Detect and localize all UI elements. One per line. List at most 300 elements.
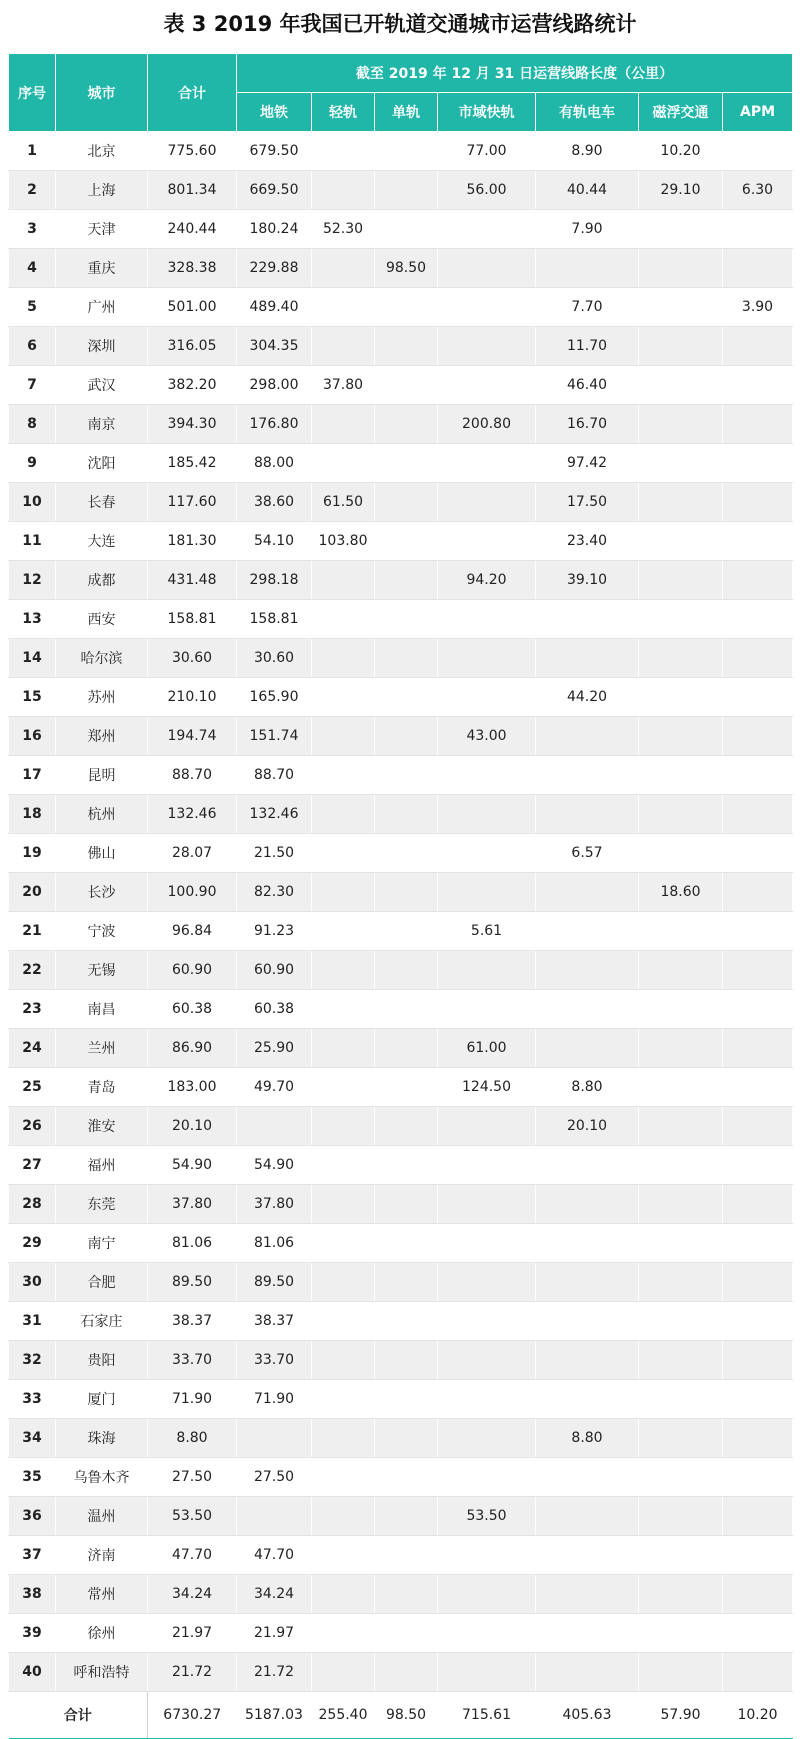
cell-suburban xyxy=(438,249,536,288)
cell-no: 17 xyxy=(9,756,56,795)
cell-no: 8 xyxy=(9,405,56,444)
cell-no: 26 xyxy=(9,1107,56,1146)
table-row xyxy=(9,990,793,1029)
cell-no: 38 xyxy=(9,1575,56,1614)
cell-monorail xyxy=(375,1341,438,1380)
cell-subway: 47.70 xyxy=(237,1536,312,1575)
cell-no: 33 xyxy=(9,1380,56,1419)
cell-monorail xyxy=(375,561,438,600)
cell-tram: 23.40 xyxy=(536,522,639,561)
cell-monorail xyxy=(375,756,438,795)
cell-no: 3 xyxy=(9,210,56,249)
cell-city: 石家庄 xyxy=(56,1302,148,1341)
table-row xyxy=(9,522,793,561)
cell-city: 温州 xyxy=(56,1497,148,1536)
cell-apm xyxy=(723,990,793,1029)
cell-apm xyxy=(723,249,793,288)
cell-tram xyxy=(536,639,639,678)
cell-light-rail xyxy=(312,1380,375,1419)
table-row xyxy=(9,1263,793,1302)
cell-tram xyxy=(536,1302,639,1341)
cell-maglev xyxy=(639,756,723,795)
cell-no: 10 xyxy=(9,483,56,522)
cell-apm xyxy=(723,1224,793,1263)
cell-subway: 21.50 xyxy=(237,834,312,873)
cell-monorail xyxy=(375,1575,438,1614)
table-row xyxy=(9,1575,793,1614)
cell-city: 南昌 xyxy=(56,990,148,1029)
table-row xyxy=(9,678,793,717)
table-row xyxy=(9,834,793,873)
cell-light-rail xyxy=(312,405,375,444)
cell-suburban: 56.00 xyxy=(438,171,536,210)
cell-city: 合肥 xyxy=(56,1263,148,1302)
cell-maglev xyxy=(639,990,723,1029)
table-row xyxy=(9,795,793,834)
cell-tram: 7.70 xyxy=(536,288,639,327)
cell-subway: 34.24 xyxy=(237,1575,312,1614)
cell-maglev xyxy=(639,1107,723,1146)
cell-city: 苏州 xyxy=(56,678,148,717)
cell-no: 21 xyxy=(9,912,56,951)
cell-monorail xyxy=(375,1497,438,1536)
cell-total: 210.10 xyxy=(148,678,237,717)
cell-subway: 60.90 xyxy=(237,951,312,990)
cell-total: 37.80 xyxy=(148,1185,237,1224)
cell-suburban xyxy=(438,1302,536,1341)
cell-light-rail xyxy=(312,1458,375,1497)
cell-light-rail xyxy=(312,249,375,288)
cell-subway: 54.90 xyxy=(237,1146,312,1185)
cell-total: 328.38 xyxy=(148,249,237,288)
cell-apm xyxy=(723,405,793,444)
cell-no: 34 xyxy=(9,1419,56,1458)
cell-suburban: 77.00 xyxy=(438,132,536,171)
cell-apm xyxy=(723,1068,793,1107)
cell-no: 6 xyxy=(9,327,56,366)
cell-light-rail xyxy=(312,678,375,717)
cell-city: 淮安 xyxy=(56,1107,148,1146)
header-light-rail: 轻轨 xyxy=(312,93,375,132)
cell-city: 广州 xyxy=(56,288,148,327)
cell-total: 158.81 xyxy=(148,600,237,639)
cell-city: 大连 xyxy=(56,522,148,561)
cell-apm xyxy=(723,366,793,405)
header-suburban: 市域快轨 xyxy=(438,93,536,132)
cell-no: 11 xyxy=(9,522,56,561)
cell-monorail xyxy=(375,405,438,444)
cell-light-rail xyxy=(312,444,375,483)
cell-maglev: 10.20 xyxy=(639,132,723,171)
table-row xyxy=(9,1107,793,1146)
cell-monorail xyxy=(375,1419,438,1458)
cell-maglev xyxy=(639,249,723,288)
cell-maglev xyxy=(639,1575,723,1614)
cell-suburban xyxy=(438,483,536,522)
cell-light-rail xyxy=(312,834,375,873)
cell-total: 775.60 xyxy=(148,132,237,171)
cell-tram xyxy=(536,249,639,288)
cell-city: 上海 xyxy=(56,171,148,210)
cell-apm xyxy=(723,951,793,990)
cell-total: 501.00 xyxy=(148,288,237,327)
cell-subway: 88.70 xyxy=(237,756,312,795)
header-group: 截至 2019 年 12 月 31 日运营线路长度（公里） xyxy=(237,54,793,93)
cell-city: 佛山 xyxy=(56,834,148,873)
table-row xyxy=(9,132,793,171)
cell-suburban xyxy=(438,327,536,366)
cell-suburban: 53.50 xyxy=(438,1497,536,1536)
cell-suburban xyxy=(438,795,536,834)
cell-no: 12 xyxy=(9,561,56,600)
table-row xyxy=(9,1302,793,1341)
cell-apm xyxy=(723,210,793,249)
cell-apm: 3.90 xyxy=(723,288,793,327)
cell-total: 33.70 xyxy=(148,1341,237,1380)
cell-total: 194.74 xyxy=(148,717,237,756)
cell-light-rail xyxy=(312,288,375,327)
cell-light-rail xyxy=(312,1029,375,1068)
cell-no: 9 xyxy=(9,444,56,483)
cell-total: 132.46 xyxy=(148,795,237,834)
cell-maglev xyxy=(639,678,723,717)
cell-subway: 88.00 xyxy=(237,444,312,483)
cell-light-rail xyxy=(312,639,375,678)
cell-subway: 60.38 xyxy=(237,990,312,1029)
cell-tram xyxy=(536,1224,639,1263)
cell-city: 重庆 xyxy=(56,249,148,288)
cell-no: 40 xyxy=(9,1653,56,1692)
cell-apm xyxy=(723,1614,793,1653)
cell-total: 27.50 xyxy=(148,1458,237,1497)
cell-suburban xyxy=(438,522,536,561)
cell-city: 常州 xyxy=(56,1575,148,1614)
cell-subway: 25.90 xyxy=(237,1029,312,1068)
cell-no: 20 xyxy=(9,873,56,912)
cell-no: 36 xyxy=(9,1497,56,1536)
cell-tram xyxy=(536,990,639,1029)
cell-apm xyxy=(723,1185,793,1224)
table-row xyxy=(9,1029,793,1068)
cell-maglev: 18.60 xyxy=(639,873,723,912)
cell-no: 25 xyxy=(9,1068,56,1107)
cell-maglev xyxy=(639,1224,723,1263)
cell-maglev xyxy=(639,1614,723,1653)
cell-tram xyxy=(536,600,639,639)
cell-suburban xyxy=(438,1107,536,1146)
cell-light-rail xyxy=(312,1614,375,1653)
cell-no: 35 xyxy=(9,1458,56,1497)
table-row xyxy=(9,210,793,249)
cell-suburban: 43.00 xyxy=(438,717,536,756)
cell-subway: 38.60 xyxy=(237,483,312,522)
totals-maglev: 57.90 xyxy=(639,1692,723,1739)
cell-maglev xyxy=(639,444,723,483)
cell-city: 成都 xyxy=(56,561,148,600)
cell-total: 89.50 xyxy=(148,1263,237,1302)
cell-city: 南京 xyxy=(56,405,148,444)
cell-apm xyxy=(723,717,793,756)
table-row xyxy=(9,1497,793,1536)
cell-monorail xyxy=(375,951,438,990)
cell-light-rail xyxy=(312,990,375,1029)
cell-monorail xyxy=(375,834,438,873)
cell-tram xyxy=(536,756,639,795)
totals-row xyxy=(9,1692,793,1739)
cell-light-rail xyxy=(312,912,375,951)
cell-total: 54.90 xyxy=(148,1146,237,1185)
cell-subway: 30.60 xyxy=(237,639,312,678)
cell-no: 39 xyxy=(9,1614,56,1653)
cell-subway: 37.80 xyxy=(237,1185,312,1224)
cell-tram: 11.70 xyxy=(536,327,639,366)
cell-apm xyxy=(723,1536,793,1575)
cell-subway: 180.24 xyxy=(237,210,312,249)
header-no: 序号 xyxy=(9,54,56,132)
cell-tram: 7.90 xyxy=(536,210,639,249)
cell-suburban xyxy=(438,288,536,327)
cell-subway: 81.06 xyxy=(237,1224,312,1263)
cell-subway: 21.72 xyxy=(237,1653,312,1692)
cell-subway: 151.74 xyxy=(237,717,312,756)
cell-tram xyxy=(536,912,639,951)
cell-apm xyxy=(723,1380,793,1419)
cell-tram: 40.44 xyxy=(536,171,639,210)
table-row xyxy=(9,639,793,678)
cell-suburban xyxy=(438,1614,536,1653)
cell-light-rail xyxy=(312,1341,375,1380)
cell-no: 29 xyxy=(9,1224,56,1263)
cell-maglev xyxy=(639,1341,723,1380)
cell-maglev xyxy=(639,1302,723,1341)
cell-tram xyxy=(536,1380,639,1419)
cell-maglev xyxy=(639,1029,723,1068)
cell-suburban: 61.00 xyxy=(438,1029,536,1068)
cell-monorail xyxy=(375,171,438,210)
cell-monorail xyxy=(375,1146,438,1185)
cell-light-rail xyxy=(312,1536,375,1575)
table-row xyxy=(9,1341,793,1380)
cell-monorail xyxy=(375,1029,438,1068)
table-footer xyxy=(9,1692,793,1739)
cell-city: 西安 xyxy=(56,600,148,639)
cell-subway: 82.30 xyxy=(237,873,312,912)
totals-label: 合计 xyxy=(9,1692,148,1739)
table-row xyxy=(9,1536,793,1575)
cell-no: 31 xyxy=(9,1302,56,1341)
cell-tram: 6.57 xyxy=(536,834,639,873)
cell-monorail xyxy=(375,210,438,249)
cell-city: 宁波 xyxy=(56,912,148,951)
cell-light-rail xyxy=(312,873,375,912)
cell-light-rail xyxy=(312,717,375,756)
cell-no: 37 xyxy=(9,1536,56,1575)
cell-suburban xyxy=(438,1536,536,1575)
cell-tram xyxy=(536,1263,639,1302)
cell-maglev xyxy=(639,1419,723,1458)
cell-suburban xyxy=(438,210,536,249)
cell-total: 96.84 xyxy=(148,912,237,951)
cell-tram: 44.20 xyxy=(536,678,639,717)
cell-total: 53.50 xyxy=(148,1497,237,1536)
cell-suburban xyxy=(438,1341,536,1380)
cell-light-rail xyxy=(312,327,375,366)
cell-city: 杭州 xyxy=(56,795,148,834)
totals-apm: 10.20 xyxy=(723,1692,793,1739)
cell-suburban xyxy=(438,1263,536,1302)
cell-light-rail xyxy=(312,1653,375,1692)
cell-apm xyxy=(723,1263,793,1302)
table-header xyxy=(9,54,793,132)
cell-apm xyxy=(723,1146,793,1185)
cell-apm xyxy=(723,1653,793,1692)
cell-no: 22 xyxy=(9,951,56,990)
cell-suburban xyxy=(438,366,536,405)
cell-maglev xyxy=(639,795,723,834)
rail-transit-table xyxy=(8,53,793,1739)
cell-city: 长春 xyxy=(56,483,148,522)
cell-monorail xyxy=(375,444,438,483)
header-city: 城市 xyxy=(56,54,148,132)
header-total: 合计 xyxy=(148,54,237,132)
cell-city: 徐州 xyxy=(56,1614,148,1653)
cell-total: 117.60 xyxy=(148,483,237,522)
cell-total: 60.38 xyxy=(148,990,237,1029)
cell-light-rail xyxy=(312,1146,375,1185)
cell-no: 23 xyxy=(9,990,56,1029)
cell-apm xyxy=(723,912,793,951)
cell-subway: 91.23 xyxy=(237,912,312,951)
cell-subway: 49.70 xyxy=(237,1068,312,1107)
cell-city: 郑州 xyxy=(56,717,148,756)
cell-no: 19 xyxy=(9,834,56,873)
cell-city: 昆明 xyxy=(56,756,148,795)
cell-maglev xyxy=(639,366,723,405)
cell-subway: 304.35 xyxy=(237,327,312,366)
cell-total: 21.72 xyxy=(148,1653,237,1692)
cell-subway: 33.70 xyxy=(237,1341,312,1380)
cell-maglev xyxy=(639,405,723,444)
cell-suburban xyxy=(438,600,536,639)
cell-no: 30 xyxy=(9,1263,56,1302)
cell-no: 32 xyxy=(9,1341,56,1380)
header-maglev: 磁浮交通 xyxy=(639,93,723,132)
table-row xyxy=(9,366,793,405)
cell-no: 24 xyxy=(9,1029,56,1068)
cell-apm xyxy=(723,795,793,834)
cell-light-rail xyxy=(312,1419,375,1458)
table-body xyxy=(9,132,793,1692)
cell-suburban xyxy=(438,1380,536,1419)
cell-suburban xyxy=(438,1653,536,1692)
cell-monorail xyxy=(375,1107,438,1146)
cell-monorail xyxy=(375,639,438,678)
cell-light-rail xyxy=(312,795,375,834)
cell-maglev xyxy=(639,600,723,639)
totals-subway: 5187.03 xyxy=(237,1692,312,1739)
cell-no: 18 xyxy=(9,795,56,834)
cell-total: 382.20 xyxy=(148,366,237,405)
header-tram: 有轨电车 xyxy=(536,93,639,132)
cell-maglev xyxy=(639,1653,723,1692)
cell-monorail xyxy=(375,990,438,1029)
cell-tram: 8.90 xyxy=(536,132,639,171)
table-row xyxy=(9,717,793,756)
table-row xyxy=(9,288,793,327)
cell-tram xyxy=(536,1575,639,1614)
cell-suburban xyxy=(438,1575,536,1614)
cell-apm xyxy=(723,561,793,600)
cell-maglev xyxy=(639,288,723,327)
cell-maglev xyxy=(639,912,723,951)
cell-maglev: 29.10 xyxy=(639,171,723,210)
table-row xyxy=(9,1614,793,1653)
cell-no: 2 xyxy=(9,171,56,210)
cell-city: 福州 xyxy=(56,1146,148,1185)
cell-subway: 27.50 xyxy=(237,1458,312,1497)
cell-suburban xyxy=(438,1419,536,1458)
cell-apm xyxy=(723,639,793,678)
cell-subway: 71.90 xyxy=(237,1380,312,1419)
cell-subway: 165.90 xyxy=(237,678,312,717)
cell-light-rail: 61.50 xyxy=(312,483,375,522)
cell-total: 183.00 xyxy=(148,1068,237,1107)
cell-tram xyxy=(536,717,639,756)
cell-no: 14 xyxy=(9,639,56,678)
cell-total: 28.07 xyxy=(148,834,237,873)
cell-apm: 6.30 xyxy=(723,171,793,210)
cell-tram xyxy=(536,1458,639,1497)
table-row xyxy=(9,483,793,522)
cell-suburban: 94.20 xyxy=(438,561,536,600)
cell-suburban xyxy=(438,1224,536,1263)
cell-subway: 54.10 xyxy=(237,522,312,561)
cell-apm xyxy=(723,1107,793,1146)
header-monorail: 单轨 xyxy=(375,93,438,132)
cell-no: 28 xyxy=(9,1185,56,1224)
cell-city: 哈尔滨 xyxy=(56,639,148,678)
cell-apm xyxy=(723,1029,793,1068)
cell-suburban xyxy=(438,678,536,717)
cell-total: 181.30 xyxy=(148,522,237,561)
cell-tram: 46.40 xyxy=(536,366,639,405)
table-row xyxy=(9,405,793,444)
cell-suburban xyxy=(438,639,536,678)
cell-maglev xyxy=(639,1263,723,1302)
cell-total: 8.80 xyxy=(148,1419,237,1458)
cell-light-rail xyxy=(312,561,375,600)
cell-monorail xyxy=(375,366,438,405)
cell-monorail xyxy=(375,912,438,951)
cell-city: 济南 xyxy=(56,1536,148,1575)
cell-maglev xyxy=(639,1458,723,1497)
table-row xyxy=(9,561,793,600)
cell-apm xyxy=(723,1497,793,1536)
cell-light-rail xyxy=(312,756,375,795)
cell-city: 深圳 xyxy=(56,327,148,366)
cell-subway: 679.50 xyxy=(237,132,312,171)
cell-no: 4 xyxy=(9,249,56,288)
totals-monorail: 98.50 xyxy=(375,1692,438,1739)
cell-subway: 132.46 xyxy=(237,795,312,834)
cell-light-rail xyxy=(312,171,375,210)
cell-tram xyxy=(536,1029,639,1068)
cell-total: 185.42 xyxy=(148,444,237,483)
cell-total: 88.70 xyxy=(148,756,237,795)
cell-suburban xyxy=(438,1185,536,1224)
cell-city: 呼和浩特 xyxy=(56,1653,148,1692)
header-apm: APM xyxy=(723,93,793,132)
